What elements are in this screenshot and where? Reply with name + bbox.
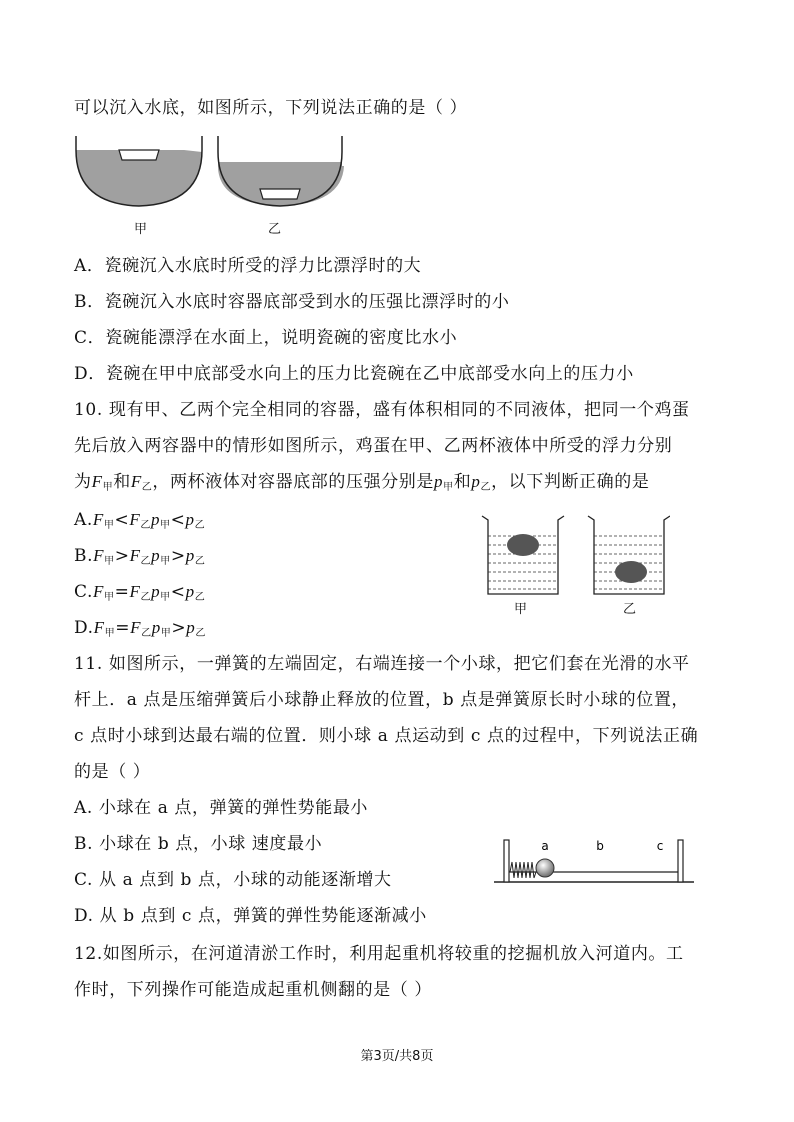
page-footer: 第3页/共8页	[360, 1049, 434, 1064]
point-c-label: c	[656, 839, 664, 853]
q10-option-b: $B.F_甲>F_乙p_甲>p_乙$	[74, 546, 206, 567]
q11-option-a: A. 小球在 a 点，弹簧的弹性势能最小	[74, 798, 369, 818]
spring	[510, 862, 536, 878]
q11-option-d: D. 从 b 点到 c 点，弹簧的弹性势能逐渐减小	[74, 906, 427, 926]
q9-stem: 可以沉入水底，如图所示，下列说法正确的是（ ）	[74, 98, 468, 118]
q10-stem-line3: 为$F_甲$和$F_乙$，两杯液体对容器底部的压强分别是$p_甲$和$p_乙$，以下判断正确的是	[74, 472, 650, 493]
fig-label-yi: 乙	[268, 222, 282, 237]
beaker-label-jia: 甲	[514, 602, 528, 617]
point-b-label: b	[596, 839, 604, 853]
beaker-label-yi: 乙	[623, 602, 637, 617]
spring-figure	[494, 834, 694, 886]
q10-option-d: $D.F_甲=F_乙p_甲>p_乙$	[74, 618, 206, 639]
fig-label-jia: 甲	[134, 222, 148, 237]
beaker-jia	[482, 516, 564, 594]
q11-stem-line2: 杆上．a 点是压缩弹簧后小球静止释放的位置，b 点是弹簧原长时小球的位置，	[74, 690, 690, 710]
q9-option-b: B．瓷碗沉入水底时容器底部受到水的压强比漂浮时的小	[74, 292, 510, 312]
q12-stem-line1: 12.如图所示，在河道清淤工作时，利用起重机将较重的挖掘机放入河道内。工	[74, 944, 684, 964]
q11-stem-line3: c 点时小球到达最右端的位置．则小球 a 点运动到 c 点的过程中，下列说法正确	[74, 726, 699, 746]
q10-stem-line1: 10. 现有甲、乙两个完全相同的容器，盛有体积相同的不同液体，把同一个鸡蛋	[74, 400, 690, 420]
q11-option-b: B. 小球在 b 点，小球 速度最小	[74, 834, 323, 854]
small-ball	[536, 859, 554, 877]
egg-yi	[615, 561, 647, 583]
q10-option-a: $A.F_甲<F_乙p_甲<p_乙$	[74, 510, 206, 531]
q9-option-d: D．瓷碗在甲中底部受水向上的压力比瓷碗在乙中底部受水向上的压力小	[74, 364, 634, 384]
q10-option-c: $C.F_甲=F_乙p_甲<p_乙$	[74, 582, 206, 603]
q9-option-c: C．瓷碗能漂浮在水面上，说明瓷碗的密度比水小	[74, 328, 458, 348]
beaker-yi	[588, 516, 670, 594]
floating-bowl	[119, 150, 159, 160]
q12-stem-line2: 作时，下列操作可能造成起重机侧翻的是（ ）	[74, 980, 433, 1000]
point-a-label: a	[541, 839, 549, 853]
left-wall	[504, 840, 509, 882]
right-wall	[678, 840, 683, 882]
q11-stem-line1: 11. 如图所示，一弹簧的左端固定，右端连接一个小球，把它们套在光滑的水平	[74, 654, 690, 674]
q9-option-a: A．瓷碗沉入水底时所受的浮力比漂浮时的大	[74, 256, 422, 276]
q11-option-c: C. 从 a 点到 b 点，小球的动能逐渐增大	[74, 870, 392, 890]
bowl-figure	[74, 132, 344, 212]
sunken-bowl	[260, 189, 300, 199]
q11-stem-line4: 的是（ ）	[74, 762, 151, 782]
q10-stem-line2: 先后放入两容器中的情形如图所示，鸡蛋在甲、乙两杯液体中所受的浮力分别	[74, 436, 673, 456]
egg-jia	[507, 534, 539, 556]
beaker-figure	[480, 514, 670, 596]
